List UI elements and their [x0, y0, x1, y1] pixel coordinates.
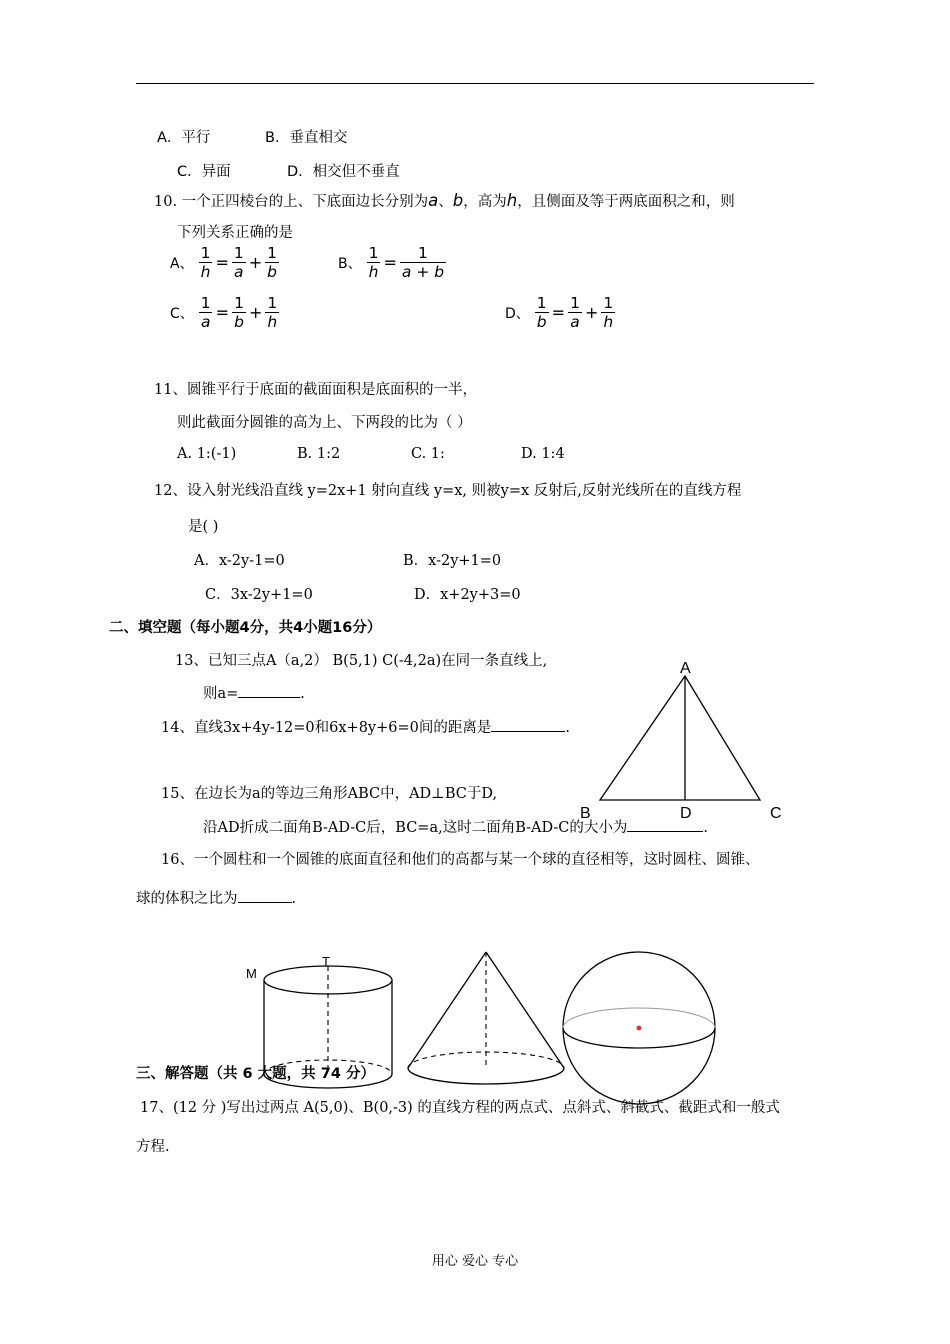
- q12-option-c: C．3x-2y+1=0: [205, 587, 313, 603]
- cone-right-edge: [486, 952, 564, 1068]
- q12-stem-line1: 12、设入射光线沿直线 y=2x+1 射向直线 y=x, 则被y=x 反射后,反射光线所在的直线方程: [154, 483, 742, 499]
- q10-stem-line2: 下列关系正确的是: [177, 225, 293, 241]
- q12-stem-line2: 是( ): [188, 519, 219, 535]
- q11-option-d: D. 1:4: [521, 446, 565, 462]
- fraction: $\frac{1}{a + b}$: [401, 244, 445, 281]
- q14-stem: 14、直线3x+4y-12=0和6x+8y+6=0间的距离是 .: [161, 716, 570, 737]
- fraction: $\frac{1}{h}$: [267, 294, 278, 331]
- page-footer: 用心 爱心 专心: [431, 1254, 519, 1269]
- triangle-abc: [600, 676, 760, 800]
- fraction: $\frac{1}{h}$: [200, 244, 211, 281]
- fraction: $\frac{1}{a}$: [570, 294, 580, 331]
- q10-option-a-label: A、: [170, 255, 194, 272]
- cone: [408, 952, 564, 1084]
- fraction: $\frac{1}{h}$: [368, 244, 379, 281]
- sphere-equator-back: [563, 1008, 715, 1028]
- header-rule: [136, 83, 814, 84]
- answer-blank[interactable]: [238, 683, 300, 698]
- q10-option-d-label: D、: [505, 305, 530, 322]
- q15-stem-line2: 沿AD折成二面角B-AD-C后，BC=a,这时二面角B-AD-C的大小为 .: [203, 816, 708, 837]
- q11-option-b: B. 1:2: [297, 446, 341, 462]
- q10-var-a: a: [428, 191, 439, 210]
- vertex-label-b: B: [580, 805, 591, 822]
- q10-sep: 、: [438, 194, 453, 210]
- q11-stem-line1: 11、圆锥平行于底面的截面面积是底面积的一半，: [154, 382, 477, 398]
- cylinder-label-m: M: [246, 966, 257, 981]
- q17-stem-line1: 17、(12 分 )写出过两点 A(5,0)、B(0,-3) 的直线方程的两点式、点斜式、斜截式、截距式和一般式: [140, 1100, 780, 1116]
- fraction: $\frac{1}{b}$: [536, 294, 547, 331]
- q15-stem-line1: 15、在边长为a的等边三角形ABC中，AD⊥BC于D,: [161, 786, 498, 802]
- q11-option-a: A. 1:(-1): [177, 446, 237, 462]
- q9-option-a: A．平行: [157, 130, 211, 146]
- q10-option-a: A、 $\frac{1}{h}$ = $\frac{1}{a}$ + $\frac{1}{b}$: [170, 244, 278, 281]
- q10-option-c: C、 $\frac{1}{a}$ = $\frac{1}{b}$ + $\frac{1}{h}$: [170, 294, 278, 331]
- q12-option-b: B．x-2y+1=0: [403, 553, 502, 569]
- fraction: $\frac{1}{b}$: [234, 294, 244, 331]
- q16-stem-line2: 球的体积之比为 .: [136, 887, 296, 908]
- fraction: $\frac{1}{h}$: [603, 294, 614, 331]
- section2-heading: 二、填空题（每小题4分，共4小题16分）: [109, 620, 382, 636]
- sphere: [563, 952, 715, 1104]
- cone-left-edge: [408, 952, 486, 1068]
- q10-var-b: b: [452, 191, 464, 210]
- q10-stem-prefix: 10. 一个正四棱台的上、下底面边长分别为: [154, 194, 429, 210]
- q12-option-a: A．x-2y-1=0: [194, 553, 285, 569]
- cylinder-label-t: T: [322, 954, 330, 969]
- q13-stem-line1: 13、已知三点A（a,2） B(5,1) C(-4,2a)在同一条直线上,: [175, 653, 548, 669]
- q10-stem-mid: ，高为: [463, 194, 507, 210]
- q10-stem-line1: [154, 190, 735, 211]
- foot-label-d: D: [680, 805, 692, 822]
- fraction: $\frac{1}{a}$: [200, 294, 211, 331]
- fraction: $\frac{1}{b}$: [267, 244, 278, 281]
- vertex-label-c: C: [770, 805, 782, 822]
- q10-option-d: D、 $\frac{1}{b}$ = $\frac{1}{a}$ + $\frac{1}{h}$: [505, 294, 614, 331]
- q10-var-h: h: [506, 191, 518, 210]
- q10-stem-suffix: ，且侧面及等于两底面积之和，则: [517, 194, 735, 210]
- cone-base-front: [408, 1068, 564, 1084]
- triangle-figure: [570, 650, 800, 825]
- solids-figure: [240, 940, 730, 1115]
- q11-stem-line2: 则此截面分圆锥的高为上、下两段的比为（ ）: [177, 415, 472, 431]
- q10-option-c-label: C、: [170, 305, 194, 322]
- q9-option-b: B．垂直相交: [265, 130, 348, 146]
- sphere-center-dot: [637, 1026, 642, 1031]
- q10-option-b: B、 $\frac{1}{h}$ = $\frac{1}{a + b}$: [338, 244, 445, 281]
- sphere-equator-front: [563, 1028, 715, 1048]
- answer-blank[interactable]: [491, 717, 565, 732]
- q12-option-d: D．x+2y+3=0: [414, 587, 521, 603]
- answer-blank[interactable]: [238, 888, 292, 903]
- q10-option-b-label: B、: [338, 255, 362, 272]
- section3-heading: 三、解答题（共 6 大题，共 74 分）: [136, 1066, 375, 1082]
- q9-option-d: D．相交但不垂直: [287, 164, 400, 180]
- q9-option-c: C．异面: [177, 164, 231, 180]
- q13-stem-line2: 则a= .: [203, 682, 305, 703]
- vertex-label-a: A: [680, 660, 691, 677]
- q17-stem-line2: 方程.: [136, 1139, 170, 1155]
- q11-option-c: C. 1:: [411, 446, 445, 462]
- fraction: $\frac{1}{a}$: [233, 244, 244, 281]
- q16-stem-line1: 16、一个圆柱和一个圆锥的底面直径和他们的高都与某一个球的直径相等，这时圆柱、圆锥、: [161, 852, 760, 868]
